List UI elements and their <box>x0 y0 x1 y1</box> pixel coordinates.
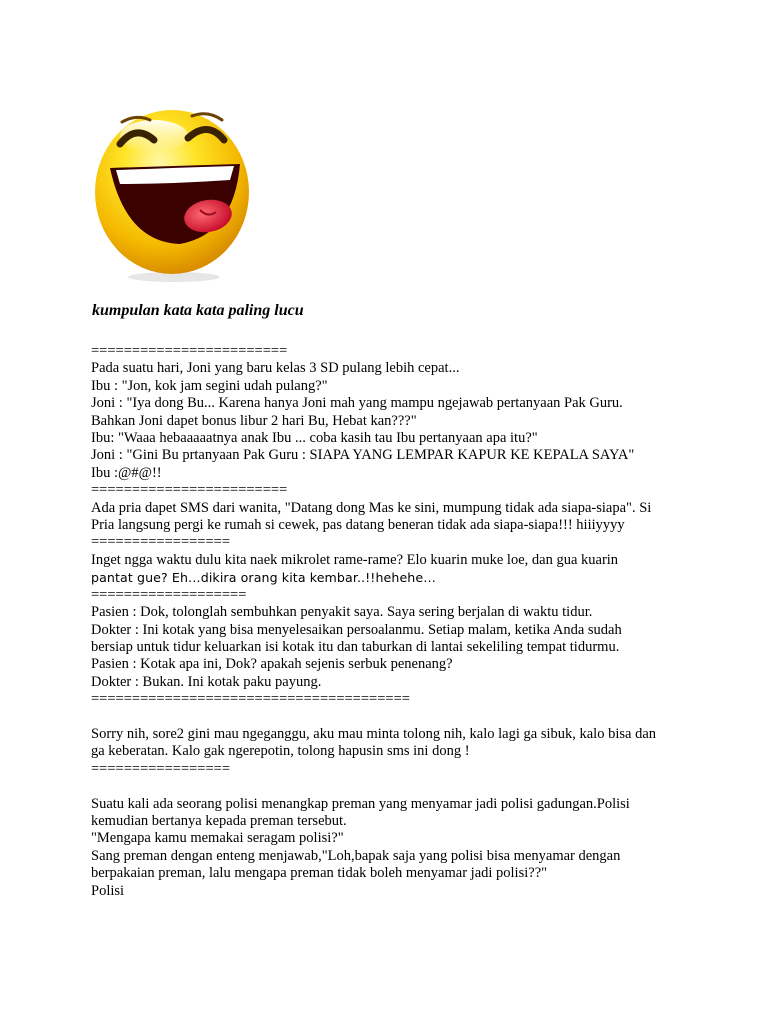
text-line: Dokter : Ini kotak yang bisa menyelesaikan persoalanmu. Setiap malam, ketika Anda sudah <box>91 621 622 638</box>
text-line: Ada pria dapet SMS dari wanita, "Datang dong Mas ke sini, mumpung tidak ada siapa-siapa". Si <box>91 499 652 516</box>
text-line: Pasien : Kotak apa ini, Dok? apakah sejenis serbuk penenang? <box>91 656 453 673</box>
blank-line <box>91 709 731 726</box>
text-line: Joni : "Iya dong Bu... Karena hanya Joni mah yang mampu ngejawab pertanyaan Pak Guru. <box>91 395 623 412</box>
text-line: Polisi <box>91 882 125 899</box>
text-line: Dokter : Bukan. Ini kotak paku payung. <box>91 673 322 690</box>
laughing-smiley-icon <box>92 84 252 284</box>
text-line: Pasien : Dok, tolonglah sembuhkan penyakit saya. Saya sering berjalan di waktu tidur. <box>91 604 593 621</box>
separator-line: ================= <box>91 760 231 777</box>
text-line: kemudian bertanya kepada preman tersebut. <box>91 812 347 829</box>
text-line: Pria langsung pergi ke rumah si cewek, pas datang beneran tidak ada siapa-siapa!!! hiiiyyyy <box>91 517 625 534</box>
separator-line: ======================================= <box>91 691 410 708</box>
text-line: "Mengapa kamu memakai seragam polisi?" <box>91 830 344 847</box>
text-line: berpakaian preman, lalu mengapa preman tidak boleh menyamar jadi polisi??" <box>91 865 548 882</box>
document-body <box>91 343 731 900</box>
text-line: Pada suatu hari, Joni yang baru kelas 3 SD pulang lebih cepat... <box>91 360 460 377</box>
text-line: Ibu :@#@!! <box>91 464 162 481</box>
text-line: ga keberatan. Kalo gak ngerepotin, tolong hapusin sms ini dong ! <box>91 743 470 760</box>
separator-line: ======================== <box>91 482 288 499</box>
text-line: Sang preman dengan enteng menjawab,"Loh,bapak saja yang polisi bisa menyamar dengan <box>91 847 621 864</box>
text-line: bersiap untuk tidur keluarkan isi kotak itu dan taburkan di lantai sekeliling tempat tidurmu. <box>91 638 620 655</box>
text-line: Ibu : "Jon, kok jam segini udah pulang?" <box>91 377 328 394</box>
text-line: Inget ngga waktu dulu kita naek mikrolet rame-rame? Elo kuarin muke loe, dan gua kuarin <box>91 551 619 568</box>
text-line: Ibu: "Waaa hebaaaaatnya anak Ibu ... coba kasih tau Ibu pertanyaan apa itu?" <box>91 430 538 447</box>
document-title: kumpulan kata kata paling lucu <box>92 302 304 319</box>
separator-line: =================== <box>91 586 247 603</box>
separator-line: ================= <box>91 534 231 551</box>
separator-line: ======================== <box>91 343 288 359</box>
blank-line <box>91 778 731 795</box>
text-line: pantat gue? Eh…dikira orang kita kembar..!!hehehe… <box>91 570 436 586</box>
text-line: Joni : "Gini Bu prtanyaan Pak Guru : SIAPA YANG LEMPAR KAPUR KE KEPALA SAYA" <box>91 447 635 464</box>
text-line: Bahkan Joni dapet bonus libur 2 hari Bu, Hebat kan???" <box>91 412 417 429</box>
text-line: Sorry nih, sore2 gini mau ngeganggu, aku mau minta tolong nih, kalo lagi ga sibuk, kalo bisa dan <box>91 725 657 742</box>
text-line: Suatu kali ada seorang polisi menangkap preman yang menyamar jadi polisi gadungan.Polisi <box>91 795 630 812</box>
